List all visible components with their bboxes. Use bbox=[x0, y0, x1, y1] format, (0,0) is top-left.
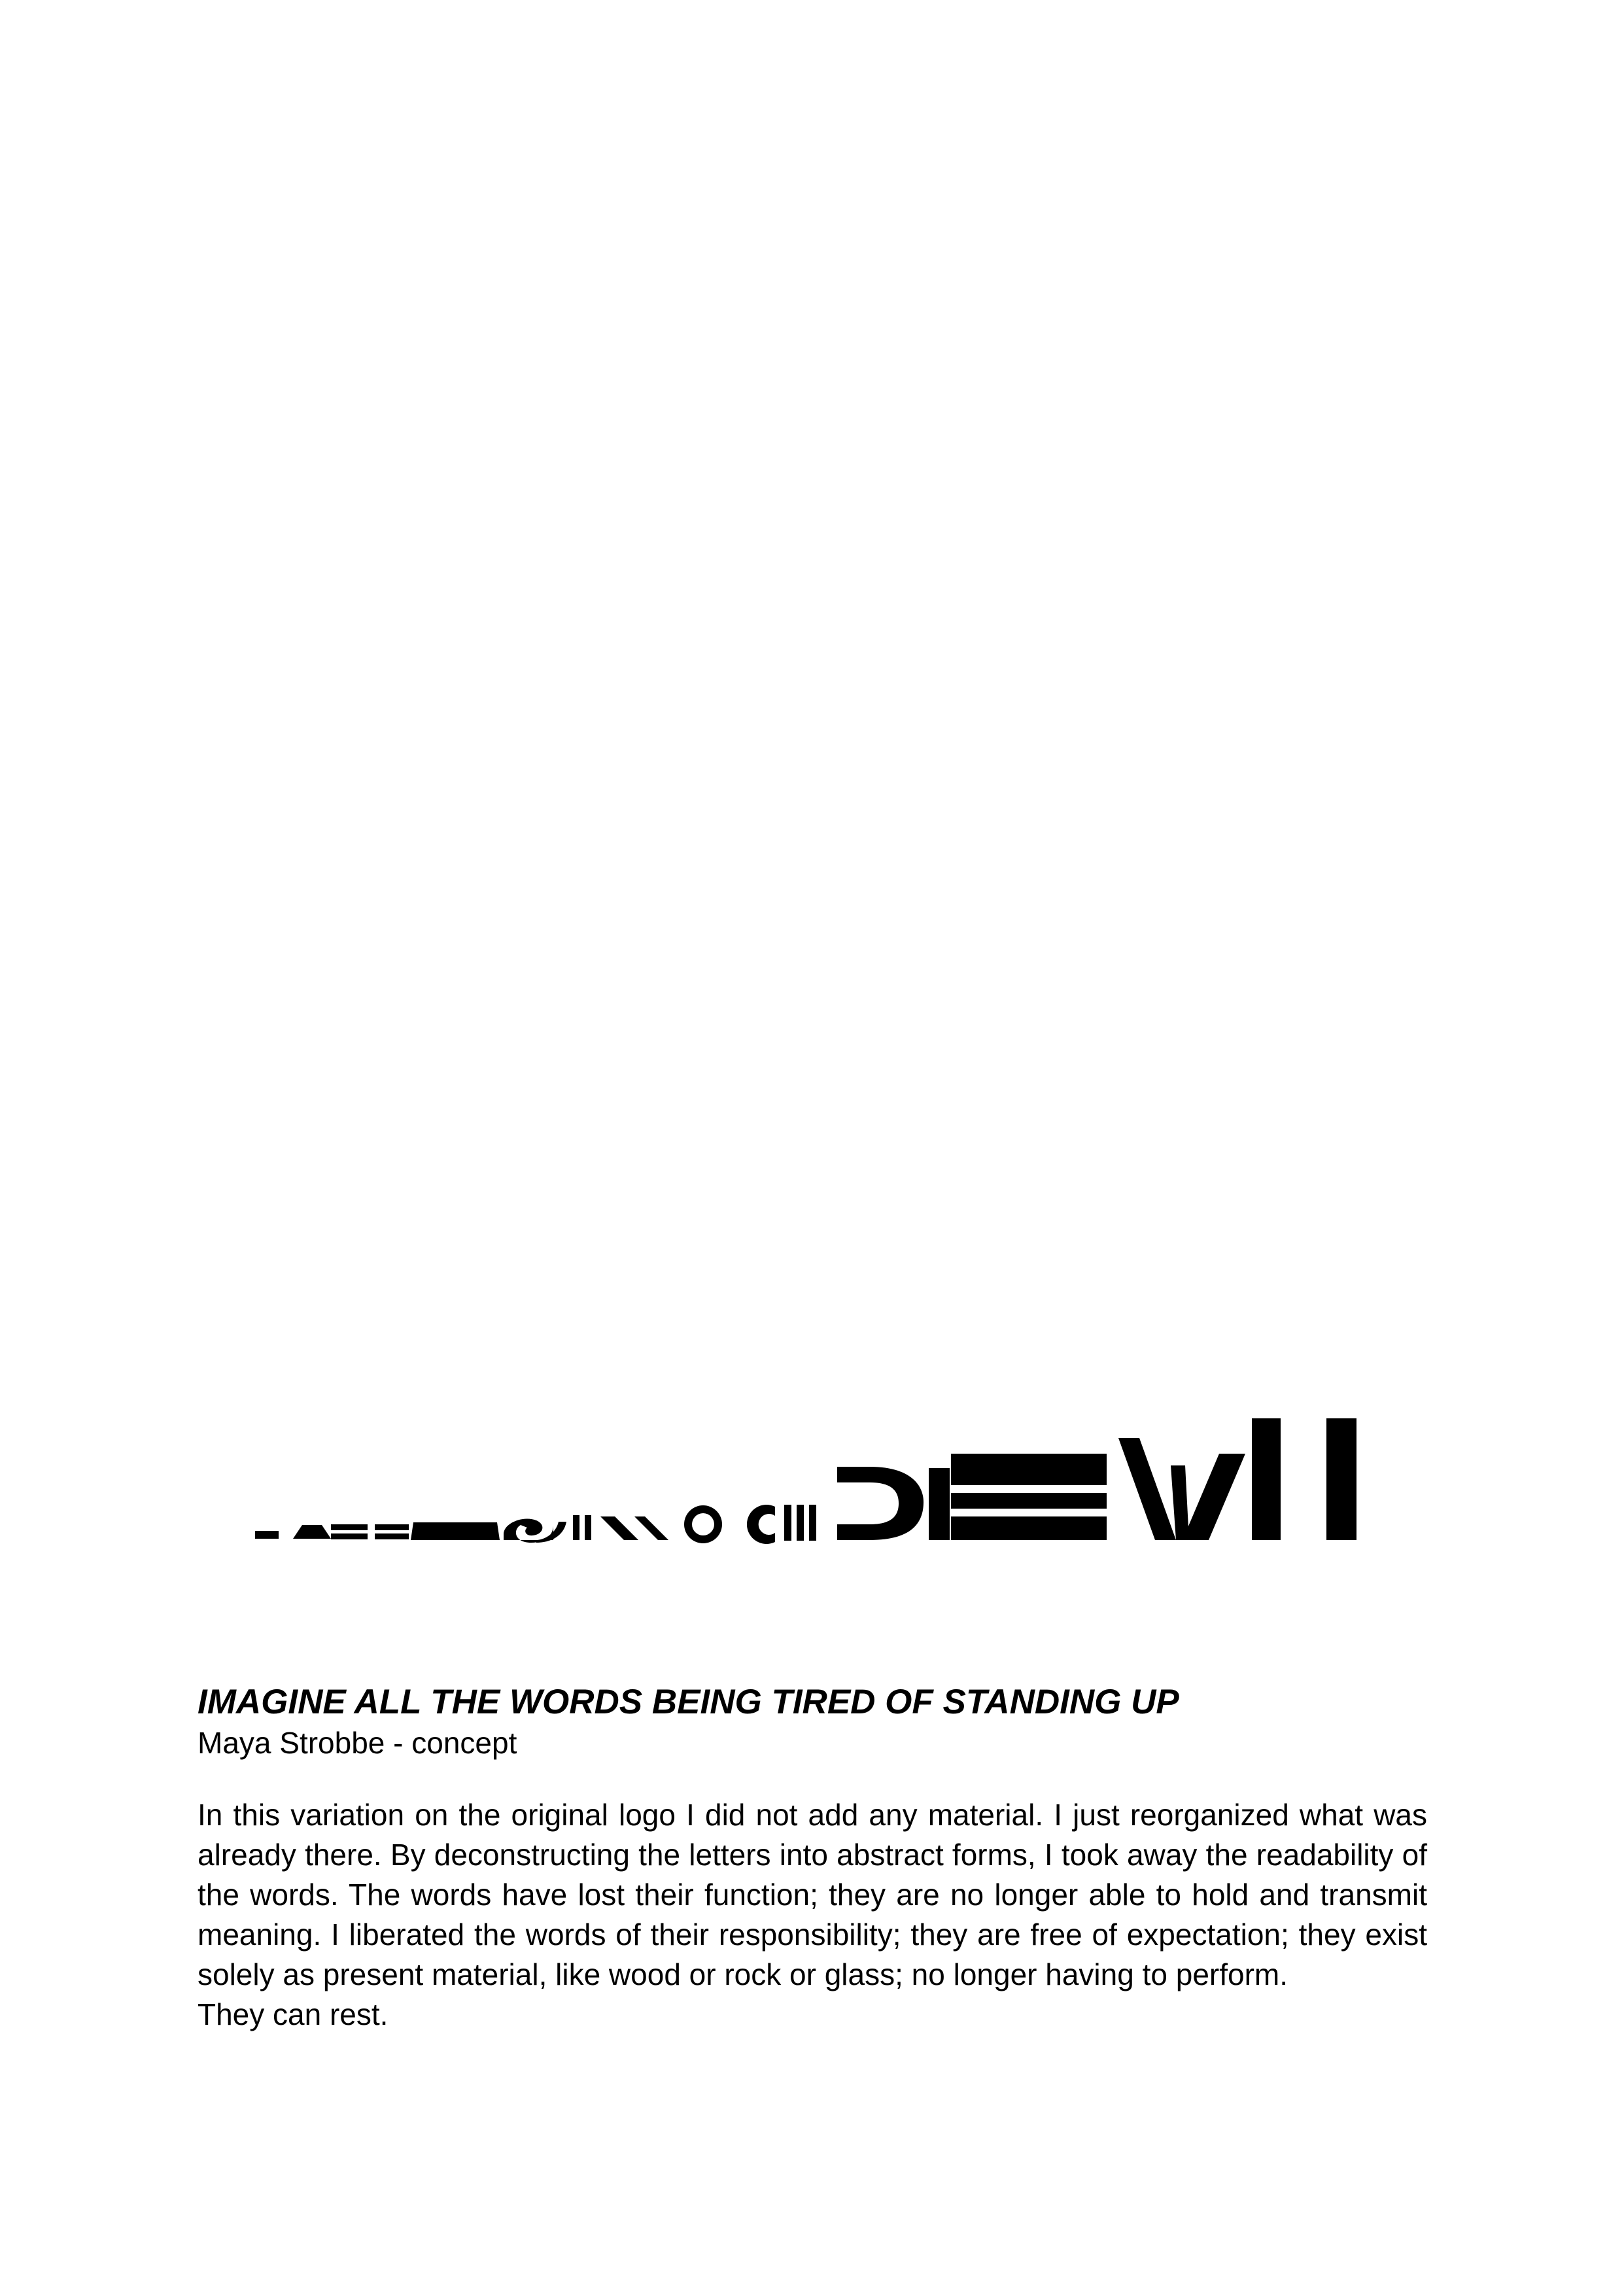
logo-fragment bbox=[1171, 1465, 1189, 1540]
logo-fragment bbox=[797, 1505, 804, 1541]
logo-fragment bbox=[837, 1467, 924, 1540]
body-text bbox=[198, 1795, 1427, 2035]
logo-fragment bbox=[929, 1468, 950, 1540]
logo-fragment bbox=[600, 1516, 638, 1540]
logo-fragment bbox=[634, 1516, 668, 1540]
logo-fragment bbox=[411, 1522, 500, 1540]
logo-fragment bbox=[809, 1505, 816, 1541]
logo-fragment bbox=[784, 1505, 791, 1541]
caption-block bbox=[198, 1681, 1427, 2035]
logo-fragment bbox=[573, 1515, 579, 1540]
logo-fragment bbox=[1183, 1454, 1245, 1540]
logo-fragment bbox=[331, 1533, 368, 1539]
closing-line: They can rest. bbox=[198, 1997, 389, 2031]
logo-fragment bbox=[951, 1493, 1107, 1509]
logo-fragment bbox=[747, 1505, 775, 1544]
logo-fragment bbox=[375, 1524, 409, 1530]
logo-fragment bbox=[255, 1531, 279, 1539]
logo-fragment bbox=[1252, 1418, 1281, 1540]
logo-fragment bbox=[1118, 1438, 1176, 1540]
title: IMAGINE ALL THE WORDS BEING TIRED OF STANDING UP bbox=[198, 1683, 1179, 1721]
logo-fragment bbox=[951, 1454, 1107, 1485]
logo-fragment bbox=[1326, 1418, 1356, 1540]
logo-fragment bbox=[951, 1516, 1107, 1540]
logo-fragment bbox=[375, 1533, 409, 1539]
logo-fragment bbox=[293, 1525, 331, 1539]
logo-fragment bbox=[585, 1515, 591, 1540]
description-paragraph: In this variation on the original logo I did not add any material. I just reorganized what was already there. By deconstructing the letters into abstract forms, I took away the readability of the words. The words have lost their function; they are no longer able to hold and transmit meaning. I liberated the words of their responsibility; they are free of expectation; they exist solely as present material, like wood or rock or glass; no longer having to perform. bbox=[198, 1798, 1427, 1991]
credit-line: Maya Strobbe - concept bbox=[198, 1726, 517, 1760]
logo-fragment bbox=[331, 1524, 368, 1530]
